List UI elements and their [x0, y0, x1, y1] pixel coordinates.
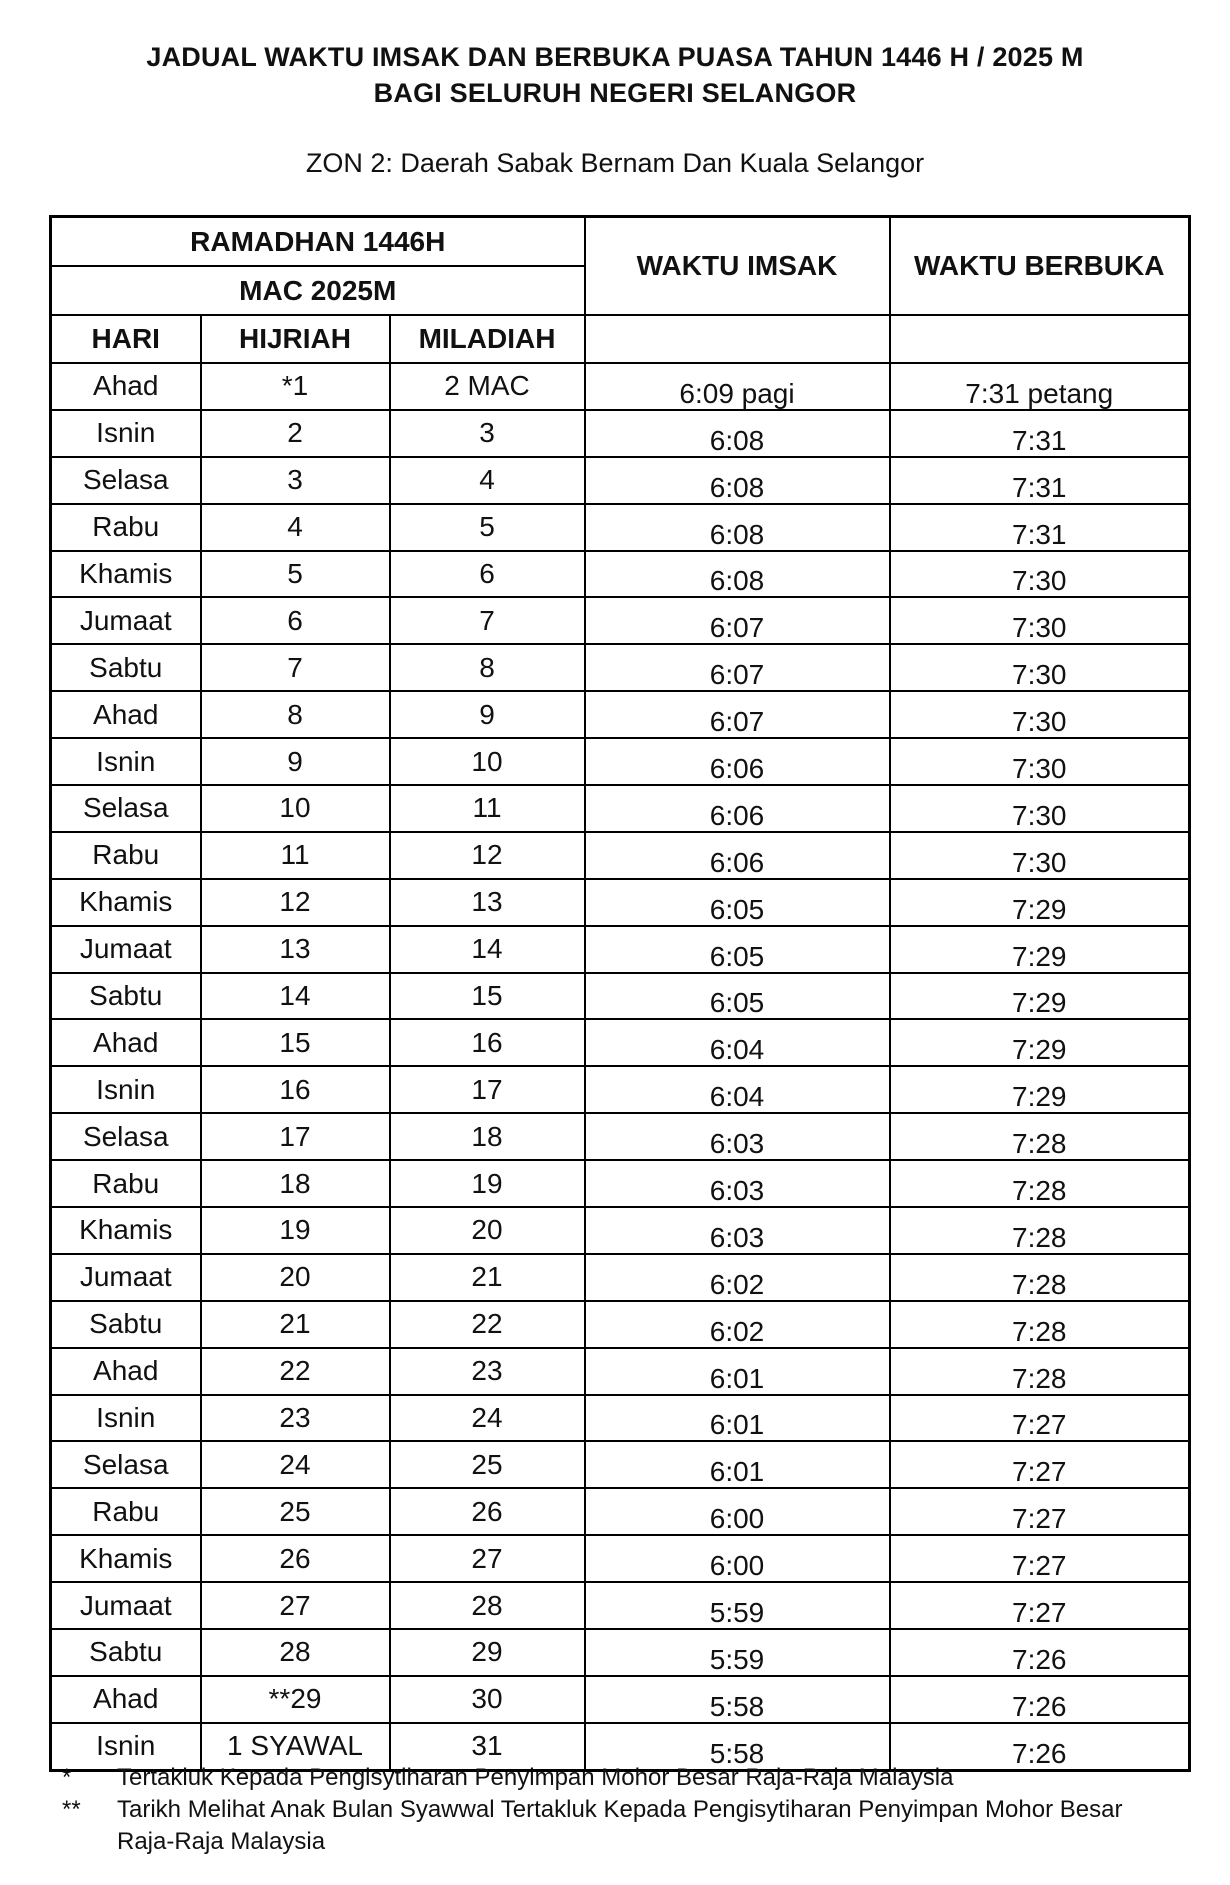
hijriah-header: HIJRIAH: [201, 315, 390, 363]
hijriah-cell: 16: [201, 1066, 390, 1113]
hijriah-cell: 22: [201, 1348, 390, 1395]
table-row: [51, 879, 1190, 926]
berbuka-cell: 7:31: [890, 410, 1190, 457]
hijriah-cell: 19: [201, 1207, 390, 1254]
berbuka-cell: 7:27: [890, 1582, 1190, 1629]
hari-cell: Rabu: [51, 504, 201, 551]
footnote: [62, 1762, 1162, 1794]
berbuka-cell: 7:30: [890, 691, 1190, 738]
hijriah-cell: 28: [201, 1629, 390, 1676]
miladiah-cell: 27: [390, 1535, 585, 1582]
table-row: [51, 1066, 1190, 1113]
berbuka-cell: 7:27: [890, 1535, 1190, 1582]
berbuka-cell: 7:31: [890, 457, 1190, 504]
imsak-cell: 6:02: [585, 1301, 890, 1348]
miladiah-cell: 25: [390, 1441, 585, 1488]
imsak-cell: 6:07: [585, 691, 890, 738]
table-row: [51, 1019, 1190, 1066]
hijriah-cell: 27: [201, 1582, 390, 1629]
footnote-text: Tarikh Melihat Anak Bulan Syawwal Tertakluk Kepada Pengisytiharan Penyimpan Mohor Besar Raja-Raja Malaysia: [117, 1796, 1123, 1855]
miladiah-cell: 16: [390, 1019, 585, 1066]
hari-cell: Ahad: [51, 1676, 201, 1723]
table-row: [51, 691, 1190, 738]
miladiah-cell: 10: [390, 738, 585, 785]
miladiah-cell: 31: [390, 1723, 585, 1770]
miladiah-cell: 23: [390, 1348, 585, 1395]
hari-cell: Jumaat: [51, 597, 201, 644]
miladiah-cell: 7: [390, 597, 585, 644]
table-row: [51, 1395, 1190, 1442]
hijriah-cell: 15: [201, 1019, 390, 1066]
imsak-cell: 6:05: [585, 926, 890, 973]
hijriah-cell: 20: [201, 1254, 390, 1301]
hijriah-cell: 4: [201, 504, 390, 551]
berbuka-cell: 7:28: [890, 1207, 1190, 1254]
imsak-cell: 6:08: [585, 551, 890, 598]
hari-cell: Khamis: [51, 1207, 201, 1254]
miladiah-cell: 18: [390, 1113, 585, 1160]
table-row: [51, 644, 1190, 691]
hijriah-cell: 10: [201, 785, 390, 832]
hari-cell: Isnin: [51, 410, 201, 457]
hari-cell: Sabtu: [51, 1629, 201, 1676]
table-row: [51, 1160, 1190, 1207]
hijriah-cell: 17: [201, 1113, 390, 1160]
hari-cell: Rabu: [51, 1488, 201, 1535]
imsak-cell: 6:08: [585, 410, 890, 457]
page-title-line-2: BAGI SELURUH NEGERI SELANGOR: [373, 78, 857, 108]
berbuka-blank-header: [890, 315, 1190, 363]
footnote-mark: **: [62, 1796, 81, 1823]
hari-cell: Isnin: [51, 738, 201, 785]
berbuka-cell: 7:30: [890, 832, 1190, 879]
berbuka-header: WAKTU BERBUKA: [890, 217, 1190, 316]
berbuka-cell: 7:26: [890, 1676, 1190, 1723]
imsak-cell: 6:01: [585, 1395, 890, 1442]
table-row: [51, 1676, 1190, 1723]
hijriah-cell: 21: [201, 1301, 390, 1348]
miladiah-header: MILADIAH: [390, 315, 585, 363]
hari-cell: Jumaat: [51, 926, 201, 973]
table-row: [51, 1113, 1190, 1160]
hijriah-cell: 12: [201, 879, 390, 926]
berbuka-cell: 7:29: [890, 926, 1190, 973]
imsak-cell: 5:59: [585, 1629, 890, 1676]
hari-cell: Ahad: [51, 1019, 201, 1066]
hari-cell: Khamis: [51, 879, 201, 926]
miladiah-cell: 19: [390, 1160, 585, 1207]
miladiah-cell: 13: [390, 879, 585, 926]
berbuka-cell: 7:27: [890, 1488, 1190, 1535]
berbuka-cell: 7:29: [890, 879, 1190, 926]
hijriah-cell: 9: [201, 738, 390, 785]
imsak-cell: 6:08: [585, 504, 890, 551]
miladiah-cell: 12: [390, 832, 585, 879]
imsak-cell: 6:06: [585, 832, 890, 879]
hari-cell: Rabu: [51, 1160, 201, 1207]
imsak-cell: 6:01: [585, 1348, 890, 1395]
footnote-text: Tertakluk Kepada Pengisytiharan Penyimpan Mohor Besar Raja-Raja Malaysia: [117, 1764, 954, 1791]
table-row: [51, 597, 1190, 644]
berbuka-cell: 7:28: [890, 1113, 1190, 1160]
imsak-cell: 5:59: [585, 1582, 890, 1629]
imsak-cell: 5:58: [585, 1676, 890, 1723]
table-row: [51, 1629, 1190, 1676]
berbuka-cell: 7:30: [890, 644, 1190, 691]
berbuka-cell: 7:28: [890, 1301, 1190, 1348]
page-title-line-1: JADUAL WAKTU IMSAK DAN BERBUKA PUASA TAHUN 1446 H / 2025 M: [146, 42, 1084, 72]
table-row: [51, 785, 1190, 832]
hari-cell: Sabtu: [51, 644, 201, 691]
table-row: [51, 973, 1190, 1020]
table-row: [51, 1207, 1190, 1254]
miladiah-cell: 22: [390, 1301, 585, 1348]
miladiah-cell: 30: [390, 1676, 585, 1723]
table-row: [51, 1254, 1190, 1301]
table-row: [51, 457, 1190, 504]
miladiah-cell: 8: [390, 644, 585, 691]
imsak-cell: 6:03: [585, 1207, 890, 1254]
berbuka-cell: 7:29: [890, 973, 1190, 1020]
imsak-cell: 6:03: [585, 1160, 890, 1207]
imsak-cell: 6:01: [585, 1441, 890, 1488]
footnotes: [62, 1762, 1162, 1858]
table-row: [51, 363, 1190, 410]
hijriah-cell: 14: [201, 973, 390, 1020]
berbuka-cell: 7:30: [890, 785, 1190, 832]
hijriah-cell: **29: [201, 1676, 390, 1723]
imsak-cell: 6:02: [585, 1254, 890, 1301]
miladiah-cell: 24: [390, 1395, 585, 1442]
hijriah-cell: 11: [201, 832, 390, 879]
miladiah-cell: 2 MAC: [390, 363, 585, 410]
miladiah-cell: 17: [390, 1066, 585, 1113]
imsak-cell: 6:07: [585, 597, 890, 644]
imsak-cell: 6:06: [585, 738, 890, 785]
imsak-cell: 6:07: [585, 644, 890, 691]
miladiah-cell: 14: [390, 926, 585, 973]
hari-cell: Ahad: [51, 691, 201, 738]
hari-cell: Isnin: [51, 1395, 201, 1442]
hari-cell: Ahad: [51, 363, 201, 410]
table-row: [51, 410, 1190, 457]
hijriah-cell: *1: [201, 363, 390, 410]
berbuka-cell: 7:28: [890, 1254, 1190, 1301]
hari-cell: Ahad: [51, 1348, 201, 1395]
table-row: [51, 738, 1190, 785]
imsak-blank-header: [585, 315, 890, 363]
table-row: [51, 1535, 1190, 1582]
imsak-cell: 6:04: [585, 1066, 890, 1113]
hari-cell: Sabtu: [51, 973, 201, 1020]
imsak-cell: 6:08: [585, 457, 890, 504]
month-gregorian-header: MAC 2025M: [51, 266, 585, 315]
hari-cell: Selasa: [51, 1113, 201, 1160]
hijriah-cell: 7: [201, 644, 390, 691]
miladiah-cell: 15: [390, 973, 585, 1020]
hijriah-cell: 8: [201, 691, 390, 738]
imsak-cell: 6:00: [585, 1488, 890, 1535]
imsak-cell: 6:06: [585, 785, 890, 832]
miladiah-cell: 11: [390, 785, 585, 832]
berbuka-cell: 7:30: [890, 597, 1190, 644]
berbuka-cell: 7:31: [890, 504, 1190, 551]
imsak-cell: 6:05: [585, 879, 890, 926]
hijriah-cell: 24: [201, 1441, 390, 1488]
berbuka-cell: 7:28: [890, 1348, 1190, 1395]
hari-cell: Isnin: [51, 1066, 201, 1113]
table-row: [51, 1582, 1190, 1629]
hari-cell: Rabu: [51, 832, 201, 879]
footnote: [62, 1794, 1162, 1858]
miladiah-cell: 5: [390, 504, 585, 551]
hari-cell: Jumaat: [51, 1254, 201, 1301]
berbuka-cell: 7:31 petang: [890, 363, 1190, 410]
berbuka-cell: 7:29: [890, 1066, 1190, 1113]
imsak-cell: 6:05: [585, 973, 890, 1020]
imsak-header: WAKTU IMSAK: [585, 217, 890, 316]
berbuka-cell: 7:30: [890, 551, 1190, 598]
hijriah-cell: 6: [201, 597, 390, 644]
hari-header: HARI: [51, 315, 201, 363]
miladiah-cell: 29: [390, 1629, 585, 1676]
hari-cell: Selasa: [51, 457, 201, 504]
miladiah-cell: 28: [390, 1582, 585, 1629]
imsak-cell: 6:03: [585, 1113, 890, 1160]
hijriah-cell: 23: [201, 1395, 390, 1442]
hari-cell: Sabtu: [51, 1301, 201, 1348]
table-row: [51, 504, 1190, 551]
hari-cell: Selasa: [51, 1441, 201, 1488]
berbuka-cell: 7:27: [890, 1395, 1190, 1442]
schedule-body: [51, 363, 1190, 1770]
table-row: [51, 1441, 1190, 1488]
imsak-cell: 5:58: [585, 1723, 890, 1770]
miladiah-cell: 20: [390, 1207, 585, 1254]
table-row: [51, 551, 1190, 598]
miladiah-cell: 26: [390, 1488, 585, 1535]
hijriah-cell: 18: [201, 1160, 390, 1207]
berbuka-cell: 7:29: [890, 1019, 1190, 1066]
miladiah-cell: 9: [390, 691, 585, 738]
imsak-cell: 6:04: [585, 1019, 890, 1066]
hijriah-cell: 2: [201, 410, 390, 457]
schedule-table: [49, 215, 1191, 1772]
hari-cell: Selasa: [51, 785, 201, 832]
table-row: [51, 1301, 1190, 1348]
hijriah-cell: 1 SYAWAL: [201, 1723, 390, 1770]
hijriah-cell: 13: [201, 926, 390, 973]
hari-cell: Jumaat: [51, 1582, 201, 1629]
berbuka-cell: 7:26: [890, 1723, 1190, 1770]
berbuka-cell: 7:27: [890, 1441, 1190, 1488]
hijriah-cell: 26: [201, 1535, 390, 1582]
miladiah-cell: 3: [390, 410, 585, 457]
hari-cell: Isnin: [51, 1723, 201, 1770]
table-row: [51, 926, 1190, 973]
imsak-cell: 6:09 pagi: [585, 363, 890, 410]
miladiah-cell: 6: [390, 551, 585, 598]
table-row: [51, 832, 1190, 879]
imsak-cell: 6:00: [585, 1535, 890, 1582]
miladiah-cell: 21: [390, 1254, 585, 1301]
hijriah-cell: 25: [201, 1488, 390, 1535]
table-row: [51, 1348, 1190, 1395]
hijriah-cell: 5: [201, 551, 390, 598]
berbuka-cell: 7:28: [890, 1160, 1190, 1207]
miladiah-cell: 4: [390, 457, 585, 504]
berbuka-cell: 7:30: [890, 738, 1190, 785]
hari-cell: Khamis: [51, 551, 201, 598]
month-hijri-header: RAMADHAN 1446H: [51, 217, 585, 267]
table-row: [51, 1488, 1190, 1535]
hijriah-cell: 3: [201, 457, 390, 504]
berbuka-cell: 7:26: [890, 1629, 1190, 1676]
footnote-mark: *: [62, 1764, 72, 1791]
hari-cell: Khamis: [51, 1535, 201, 1582]
zone-subtitle: ZON 2: Daerah Sabak Bernam Dan Kuala Selangor: [305, 148, 925, 178]
